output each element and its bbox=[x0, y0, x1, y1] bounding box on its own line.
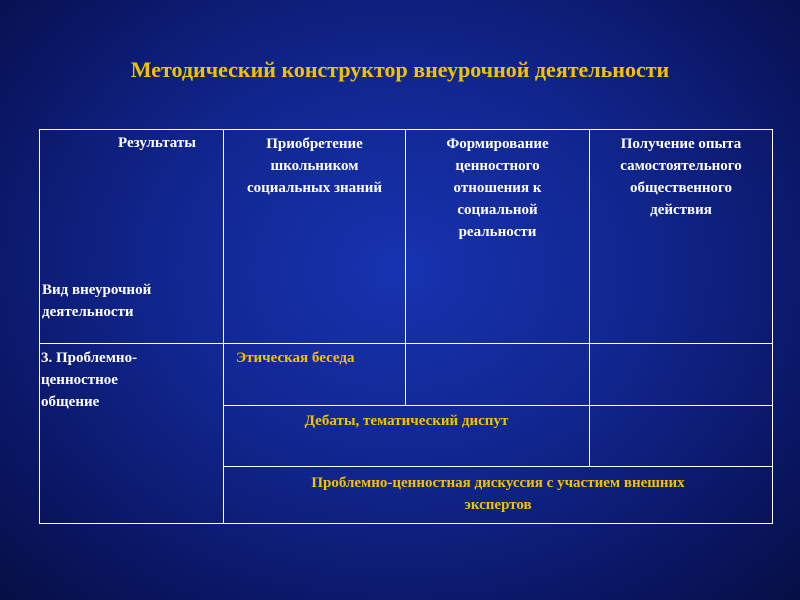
entry-discussion bbox=[223, 472, 773, 516]
corner-activity-type-label bbox=[42, 279, 151, 323]
row-label-problem-value bbox=[41, 347, 137, 413]
header-2-line-4: социальной bbox=[457, 202, 538, 218]
header-value-attitude bbox=[405, 133, 590, 243]
header-1-line-2: школьником bbox=[270, 158, 359, 174]
row-label-line-3: общение bbox=[41, 394, 100, 410]
header-3-line-4: действия bbox=[650, 202, 712, 218]
header-2-line-5: реальности bbox=[458, 224, 537, 240]
header-3-line-2: самостоятельного bbox=[620, 158, 742, 174]
slide-title: Методический конструктор внеурочной деятельности bbox=[130, 57, 670, 82]
entry-discussion-line-2: экспертов bbox=[464, 497, 532, 513]
entry-discussion-line-1: Проблемно-ценностная дискуссия с участием внешних bbox=[311, 475, 685, 491]
header-2-line-2: ценностного bbox=[455, 158, 540, 174]
corner-activity-line-1: Вид внеурочной bbox=[42, 282, 152, 298]
row-label-line-2: ценностное bbox=[41, 372, 118, 388]
row-label-line-1: 3. Проблемно- bbox=[41, 350, 138, 366]
header-3-line-3: общественного bbox=[629, 180, 732, 196]
header-social-knowledge bbox=[223, 133, 406, 199]
header-1-line-3: социальных знаний bbox=[246, 180, 383, 196]
entry-ethical-talk: Этическая беседа bbox=[236, 350, 355, 366]
header-2-line-3: отношения к bbox=[453, 180, 542, 196]
header-2-line-1: Формирование bbox=[446, 136, 549, 152]
corner-results-label: Результаты bbox=[118, 135, 196, 151]
header-3-line-1: Получение опыта bbox=[620, 136, 742, 152]
entry-debates: Дебаты, тематический диспут bbox=[304, 413, 509, 429]
header-public-action bbox=[589, 133, 773, 221]
corner-activity-line-2: деятельности bbox=[42, 304, 134, 320]
header-1-line-1: Приобретение bbox=[266, 136, 363, 152]
